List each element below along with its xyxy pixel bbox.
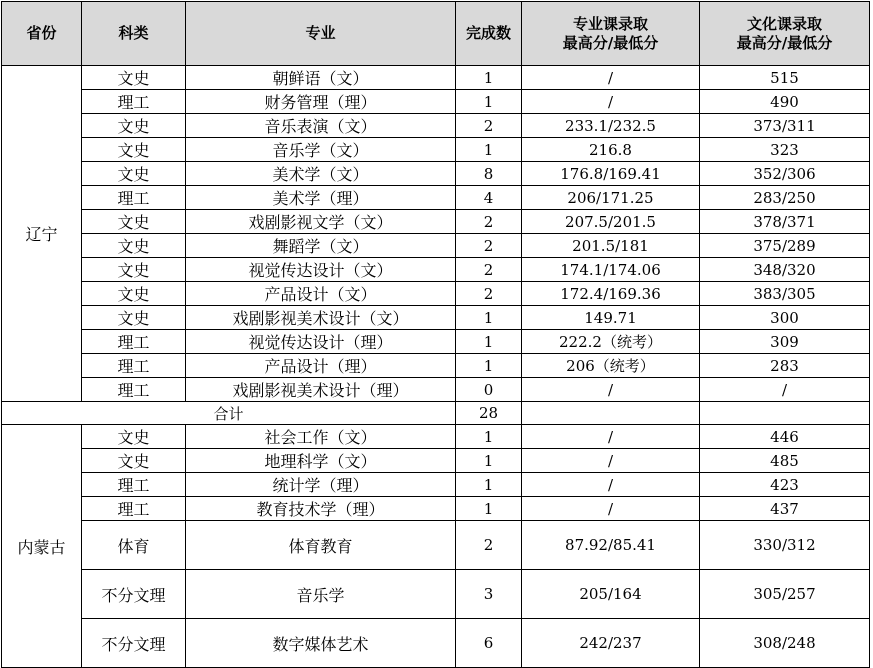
professional-score-cell: / — [522, 90, 700, 114]
table-row — [2, 282, 870, 306]
header-row — [2, 2, 870, 66]
professional-score-cell: / — [522, 473, 700, 497]
cultural-score-cell: 330/312 — [700, 521, 870, 570]
cultural-score-cell: / — [700, 378, 870, 402]
major-cell: 体育教育 — [186, 521, 456, 570]
category-cell: 体育 — [82, 521, 186, 570]
cultural-score-cell: 378/371 — [700, 210, 870, 234]
header-cultural-score — [700, 2, 870, 66]
category-cell: 文史 — [82, 425, 186, 449]
table-row — [2, 258, 870, 282]
count-cell: 1 — [456, 425, 522, 449]
professional-score-cell: / — [522, 378, 700, 402]
category-cell: 文史 — [82, 162, 186, 186]
cultural-score-cell: 423 — [700, 473, 870, 497]
count-cell: 1 — [456, 330, 522, 354]
count-cell: 1 — [456, 306, 522, 330]
total-empty-professional — [522, 402, 700, 425]
major-cell: 统计学（理） — [186, 473, 456, 497]
total-empty-cultural — [700, 402, 870, 425]
table-row — [2, 570, 870, 619]
count-cell: 2 — [456, 521, 522, 570]
count-cell: 2 — [456, 258, 522, 282]
major-cell: 音乐学 — [186, 570, 456, 619]
category-cell: 理工 — [82, 186, 186, 210]
cultural-score-cell: 300 — [700, 306, 870, 330]
table-row — [2, 425, 870, 449]
count-cell: 3 — [456, 570, 522, 619]
category-cell: 理工 — [82, 90, 186, 114]
cultural-score-cell: 323 — [700, 138, 870, 162]
count-cell: 2 — [456, 210, 522, 234]
professional-score-cell: 205/164 — [522, 570, 700, 619]
professional-score-cell: 206（统考） — [522, 354, 700, 378]
count-cell: 8 — [456, 162, 522, 186]
professional-score-cell: / — [522, 425, 700, 449]
header-professional-line1: 专业课录取 — [572, 14, 648, 33]
table-row — [2, 90, 870, 114]
major-cell: 音乐表演（文） — [186, 114, 456, 138]
table-row — [2, 354, 870, 378]
category-cell: 文史 — [82, 138, 186, 162]
header-cultural-line2: 最高分/最低分 — [736, 33, 833, 52]
cultural-score-cell: 348/320 — [700, 258, 870, 282]
total-row — [2, 402, 870, 425]
category-cell: 文史 — [82, 66, 186, 90]
table-row — [2, 449, 870, 473]
professional-score-cell: 207.5/201.5 — [522, 210, 700, 234]
table-body — [2, 66, 870, 668]
count-cell: 1 — [456, 66, 522, 90]
table-row — [2, 378, 870, 402]
major-cell: 戏剧影视美术设计（文） — [186, 306, 456, 330]
category-cell: 文史 — [82, 234, 186, 258]
header-completed: 完成数 — [456, 2, 522, 66]
cultural-score-cell: 373/311 — [700, 114, 870, 138]
major-cell: 美术学（理） — [186, 186, 456, 210]
professional-score-cell: 174.1/174.06 — [522, 258, 700, 282]
major-cell: 舞蹈学（文） — [186, 234, 456, 258]
major-cell: 教育技术学（理） — [186, 497, 456, 521]
major-cell: 视觉传达设计（文） — [186, 258, 456, 282]
category-cell: 理工 — [82, 354, 186, 378]
table-row — [2, 497, 870, 521]
cultural-score-cell: 305/257 — [700, 570, 870, 619]
cultural-score-cell: 352/306 — [700, 162, 870, 186]
cultural-score-cell: 283/250 — [700, 186, 870, 210]
header-major: 专业 — [186, 2, 456, 66]
category-cell: 文史 — [82, 258, 186, 282]
professional-score-cell: 176.8/169.41 — [522, 162, 700, 186]
header-category: 科类 — [82, 2, 186, 66]
category-cell: 文史 — [82, 306, 186, 330]
major-cell: 地理科学（文） — [186, 449, 456, 473]
count-cell: 1 — [456, 138, 522, 162]
major-cell: 戏剧影视美术设计（理） — [186, 378, 456, 402]
cultural-score-cell: 308/248 — [700, 619, 870, 668]
cultural-score-cell: 446 — [700, 425, 870, 449]
table-row — [2, 66, 870, 90]
table-row — [2, 162, 870, 186]
category-cell: 文史 — [82, 449, 186, 473]
table-row — [2, 138, 870, 162]
cultural-score-cell: 375/289 — [700, 234, 870, 258]
cultural-score-cell: 283 — [700, 354, 870, 378]
table-row — [2, 473, 870, 497]
professional-score-cell: / — [522, 449, 700, 473]
professional-score-cell: 87.92/85.41 — [522, 521, 700, 570]
table-row — [2, 330, 870, 354]
major-cell: 社会工作（文） — [186, 425, 456, 449]
professional-score-cell: 201.5/181 — [522, 234, 700, 258]
province-cell: 辽宁 — [2, 66, 82, 402]
category-cell: 文史 — [82, 282, 186, 306]
category-cell: 理工 — [82, 473, 186, 497]
header-province: 省份 — [2, 2, 82, 66]
count-cell: 2 — [456, 114, 522, 138]
count-cell: 1 — [456, 354, 522, 378]
header-professional-score — [522, 2, 700, 66]
major-cell: 数字媒体艺术 — [186, 619, 456, 668]
major-cell: 音乐学（文） — [186, 138, 456, 162]
count-cell: 2 — [456, 282, 522, 306]
table-row — [2, 210, 870, 234]
professional-score-cell: / — [522, 497, 700, 521]
category-cell: 理工 — [82, 378, 186, 402]
major-cell: 产品设计（理） — [186, 354, 456, 378]
table-row — [2, 619, 870, 668]
professional-score-cell: 242/237 — [522, 619, 700, 668]
professional-score-cell: / — [522, 66, 700, 90]
table-row — [2, 306, 870, 330]
professional-score-cell: 149.71 — [522, 306, 700, 330]
total-label: 合计 — [2, 402, 456, 425]
professional-score-cell: 206/171.25 — [522, 186, 700, 210]
major-cell: 财务管理（理） — [186, 90, 456, 114]
count-cell: 6 — [456, 619, 522, 668]
category-cell: 文史 — [82, 114, 186, 138]
major-cell: 朝鲜语（文） — [186, 66, 456, 90]
professional-score-cell: 233.1/232.5 — [522, 114, 700, 138]
count-cell: 0 — [456, 378, 522, 402]
category-cell: 不分文理 — [82, 619, 186, 668]
category-cell: 理工 — [82, 497, 186, 521]
category-cell: 不分文理 — [82, 570, 186, 619]
count-cell: 4 — [456, 186, 522, 210]
professional-score-cell: 172.4/169.36 — [522, 282, 700, 306]
major-cell: 戏剧影视文学（文） — [186, 210, 456, 234]
professional-score-cell: 222.2（统考） — [522, 330, 700, 354]
count-cell: 1 — [456, 473, 522, 497]
major-cell: 视觉传达设计（理） — [186, 330, 456, 354]
major-cell: 产品设计（文） — [186, 282, 456, 306]
count-cell: 1 — [456, 90, 522, 114]
table-row — [2, 234, 870, 258]
header-professional-line2: 最高分/最低分 — [562, 33, 659, 52]
total-count: 28 — [456, 402, 522, 425]
category-cell: 文史 — [82, 210, 186, 234]
cultural-score-cell: 515 — [700, 66, 870, 90]
major-cell: 美术学（文） — [186, 162, 456, 186]
count-cell: 1 — [456, 449, 522, 473]
cultural-score-cell: 490 — [700, 90, 870, 114]
table-row — [2, 521, 870, 570]
professional-score-cell: 216.8 — [522, 138, 700, 162]
cultural-score-cell: 383/305 — [700, 282, 870, 306]
count-cell: 1 — [456, 497, 522, 521]
table-row — [2, 186, 870, 210]
admission-score-table — [1, 1, 870, 668]
cultural-score-cell: 309 — [700, 330, 870, 354]
cultural-score-cell: 437 — [700, 497, 870, 521]
count-cell: 2 — [456, 234, 522, 258]
table-row — [2, 114, 870, 138]
category-cell: 理工 — [82, 330, 186, 354]
cultural-score-cell: 485 — [700, 449, 870, 473]
province-cell: 内蒙古 — [2, 425, 82, 668]
header-cultural-line1: 文化课录取 — [746, 14, 822, 33]
